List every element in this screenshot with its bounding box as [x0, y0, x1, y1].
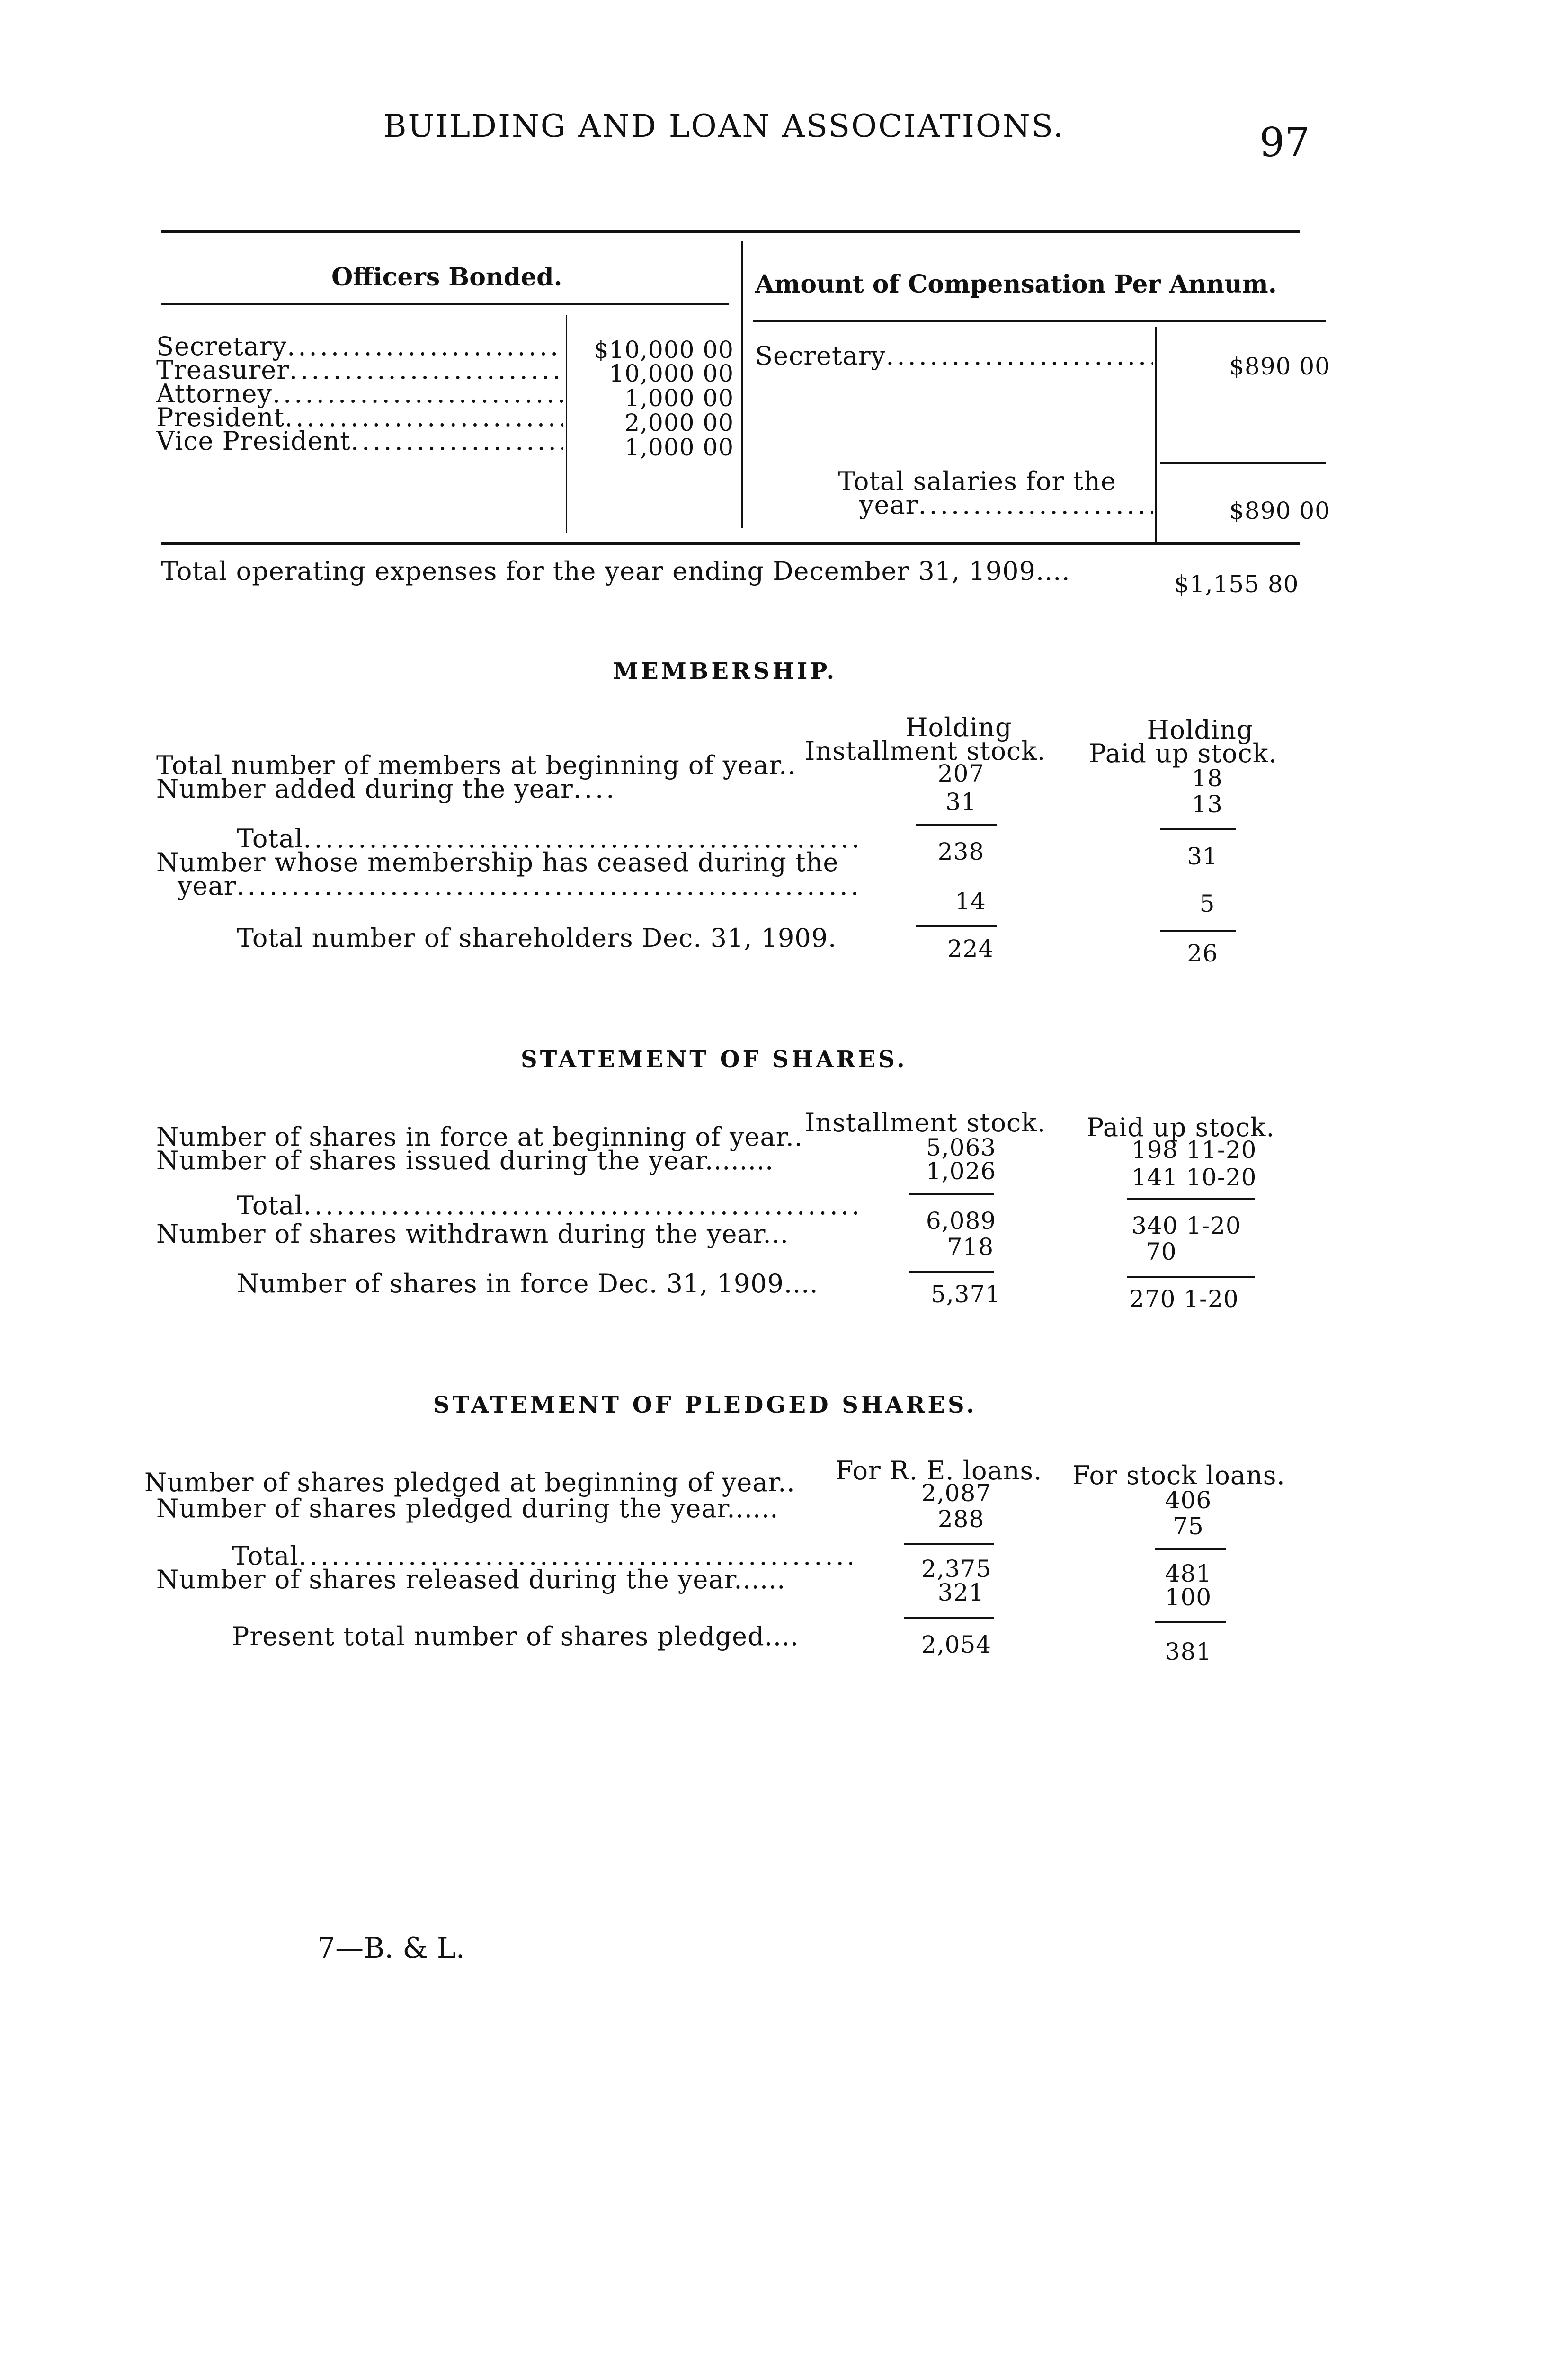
bonded-title: Secretary [156, 331, 287, 361]
table-cell: 13 [1192, 791, 1223, 818]
table-cell: 141 10-20 [1131, 1164, 1257, 1191]
table-cell: 207 [937, 760, 985, 787]
total-salaries-amount: $890 00 [1229, 497, 1330, 525]
compensation-header: Amount of Compensation Per Annum. [755, 270, 1277, 299]
table-row: Total ..... [237, 824, 857, 854]
table-cell: 75 [1173, 1513, 1204, 1540]
bonded-title: Attorney [156, 379, 273, 409]
table-cell: 26 [1187, 940, 1218, 967]
table-row: year ..... [178, 871, 857, 901]
table-cell: 5,063 [926, 1134, 997, 1161]
col-header: Holding [1147, 715, 1254, 745]
bonded-title: President [156, 402, 285, 432]
bonded-amount: 1,000 00 [624, 434, 734, 461]
table-cell: 406 [1165, 1486, 1212, 1514]
total-salaries-label-cont: year ..... [859, 490, 1153, 520]
compensation-amount: $890 00 [1229, 353, 1330, 380]
table-row-label: Number of shares withdrawn during the year... [156, 1219, 789, 1249]
table-cell: 718 [947, 1233, 994, 1261]
sum-rule [916, 824, 997, 826]
total-operating-label: Total operating expenses for the year ending December 31, 1909.... [161, 556, 1070, 586]
col-header: Installment stock. [805, 736, 1046, 766]
bonded-amount: 1,000 00 [624, 384, 734, 412]
total-operating-amount: $1,155 80 [1174, 570, 1299, 598]
table-row-label: Total number of shareholders Dec. 31, 1909. [237, 923, 837, 953]
table-cell: 198 11-20 [1131, 1136, 1257, 1164]
col-header: Paid up stock. [1089, 739, 1277, 768]
table-cell: 2,054 [921, 1631, 992, 1658]
table-cell: 31 [945, 788, 977, 816]
table-row-label: Total number of members at beginning of year.. [156, 750, 796, 780]
bonded-amount-divider [566, 315, 567, 533]
col-header: Installment stock. [805, 1108, 1046, 1138]
list-item [755, 341, 1153, 371]
table-top-rule [161, 230, 1300, 233]
table-cell: 321 [937, 1579, 985, 1606]
sum-rule [909, 1193, 994, 1195]
table-row: Number added during the year ..... [156, 774, 615, 804]
table-cell: 31 [1187, 843, 1218, 870]
table-cell: 2,087 [921, 1479, 992, 1507]
officers-header-rule [161, 303, 729, 305]
page-number: 97 [1259, 119, 1310, 166]
sum-rule [1160, 828, 1236, 830]
sum-rule [1160, 930, 1236, 932]
list-item [156, 426, 563, 456]
compensation-title: Secretary [755, 341, 886, 371]
bonded-amount: 10,000 00 [609, 360, 734, 387]
shares-heading: STATEMENT OF SHARES. [521, 1046, 908, 1073]
bonded-amount: 2,000 00 [624, 409, 734, 436]
col-header: For R. E. loans. [836, 1456, 1042, 1486]
table-row-label: Number of shares pledged during the year...... [156, 1494, 779, 1523]
sum-rule [1127, 1276, 1255, 1278]
table-cell: 5,371 [930, 1281, 1001, 1308]
table-cell: 100 [1165, 1584, 1212, 1611]
membership-heading: MEMBERSHIP. [613, 658, 837, 685]
table-row: Total ..... [232, 1541, 852, 1571]
table-row-label: Number of shares in force at beginning of year.. [156, 1122, 803, 1152]
table-cell: 270 1-20 [1129, 1285, 1239, 1313]
sum-rule [1155, 1548, 1226, 1550]
officers-bonded-header: Officers Bonded. [331, 263, 562, 292]
pledged-heading: STATEMENT OF PLEDGED SHARES. [433, 1392, 977, 1418]
table-row-label: Number of shares pledged at beginning of year.. [144, 1468, 795, 1497]
table-cell: 224 [947, 935, 994, 962]
col-header: For stock loans. [1072, 1460, 1285, 1490]
table-cell: 238 [937, 838, 985, 865]
table-row: Total ..... [237, 1191, 857, 1220]
table-cell: 381 [1165, 1638, 1212, 1665]
total-salaries-label: Total salaries for the [838, 466, 1116, 496]
table-cell: 2,375 [921, 1555, 992, 1583]
sum-rule [904, 1617, 994, 1619]
compensation-header-rule [753, 320, 1326, 322]
table-row-label: Number of shares issued during the year........ [156, 1146, 774, 1175]
sum-rule [916, 925, 997, 927]
table-cell: 6,089 [926, 1207, 997, 1235]
col-header: Holding [905, 712, 1012, 742]
table-cell: 340 1-20 [1131, 1212, 1241, 1239]
bonded-title: Vice President [156, 426, 351, 456]
running-title: BUILDING AND LOAN ASSOCIATIONS. [383, 108, 1065, 144]
bonded-title: Treasurer [156, 355, 290, 385]
table-cell: 481 [1165, 1560, 1212, 1587]
sum-rule [909, 1271, 994, 1273]
table-cell: 1,026 [926, 1157, 997, 1185]
table-center-divider [741, 241, 743, 528]
table-row-label: Number of shares released during the year...... [156, 1565, 786, 1594]
table-cell: 70 [1146, 1238, 1177, 1265]
table-row-label: Present total number of shares pledged.... [232, 1621, 799, 1651]
table-cell: 14 [955, 888, 986, 915]
bonded-amount: $10,000 00 [593, 336, 734, 364]
sum-rule [1155, 1621, 1226, 1623]
table-bottom-rule [161, 542, 1300, 545]
table-cell: 5 [1199, 890, 1215, 917]
signature-mark: 7—B. & L. [317, 1931, 465, 1965]
sum-rule [1127, 1198, 1255, 1200]
table-cell: 18 [1192, 765, 1223, 792]
subtotal-rule [1160, 462, 1326, 464]
table-row-label: Number whose membership has ceased during the [156, 847, 839, 877]
compensation-amount-divider [1155, 327, 1157, 544]
col-header: Paid up stock. [1087, 1112, 1275, 1142]
table-cell: 288 [937, 1505, 985, 1533]
table-row-label: Number of shares in force Dec. 31, 1909.... [237, 1269, 819, 1299]
sum-rule [904, 1543, 994, 1545]
